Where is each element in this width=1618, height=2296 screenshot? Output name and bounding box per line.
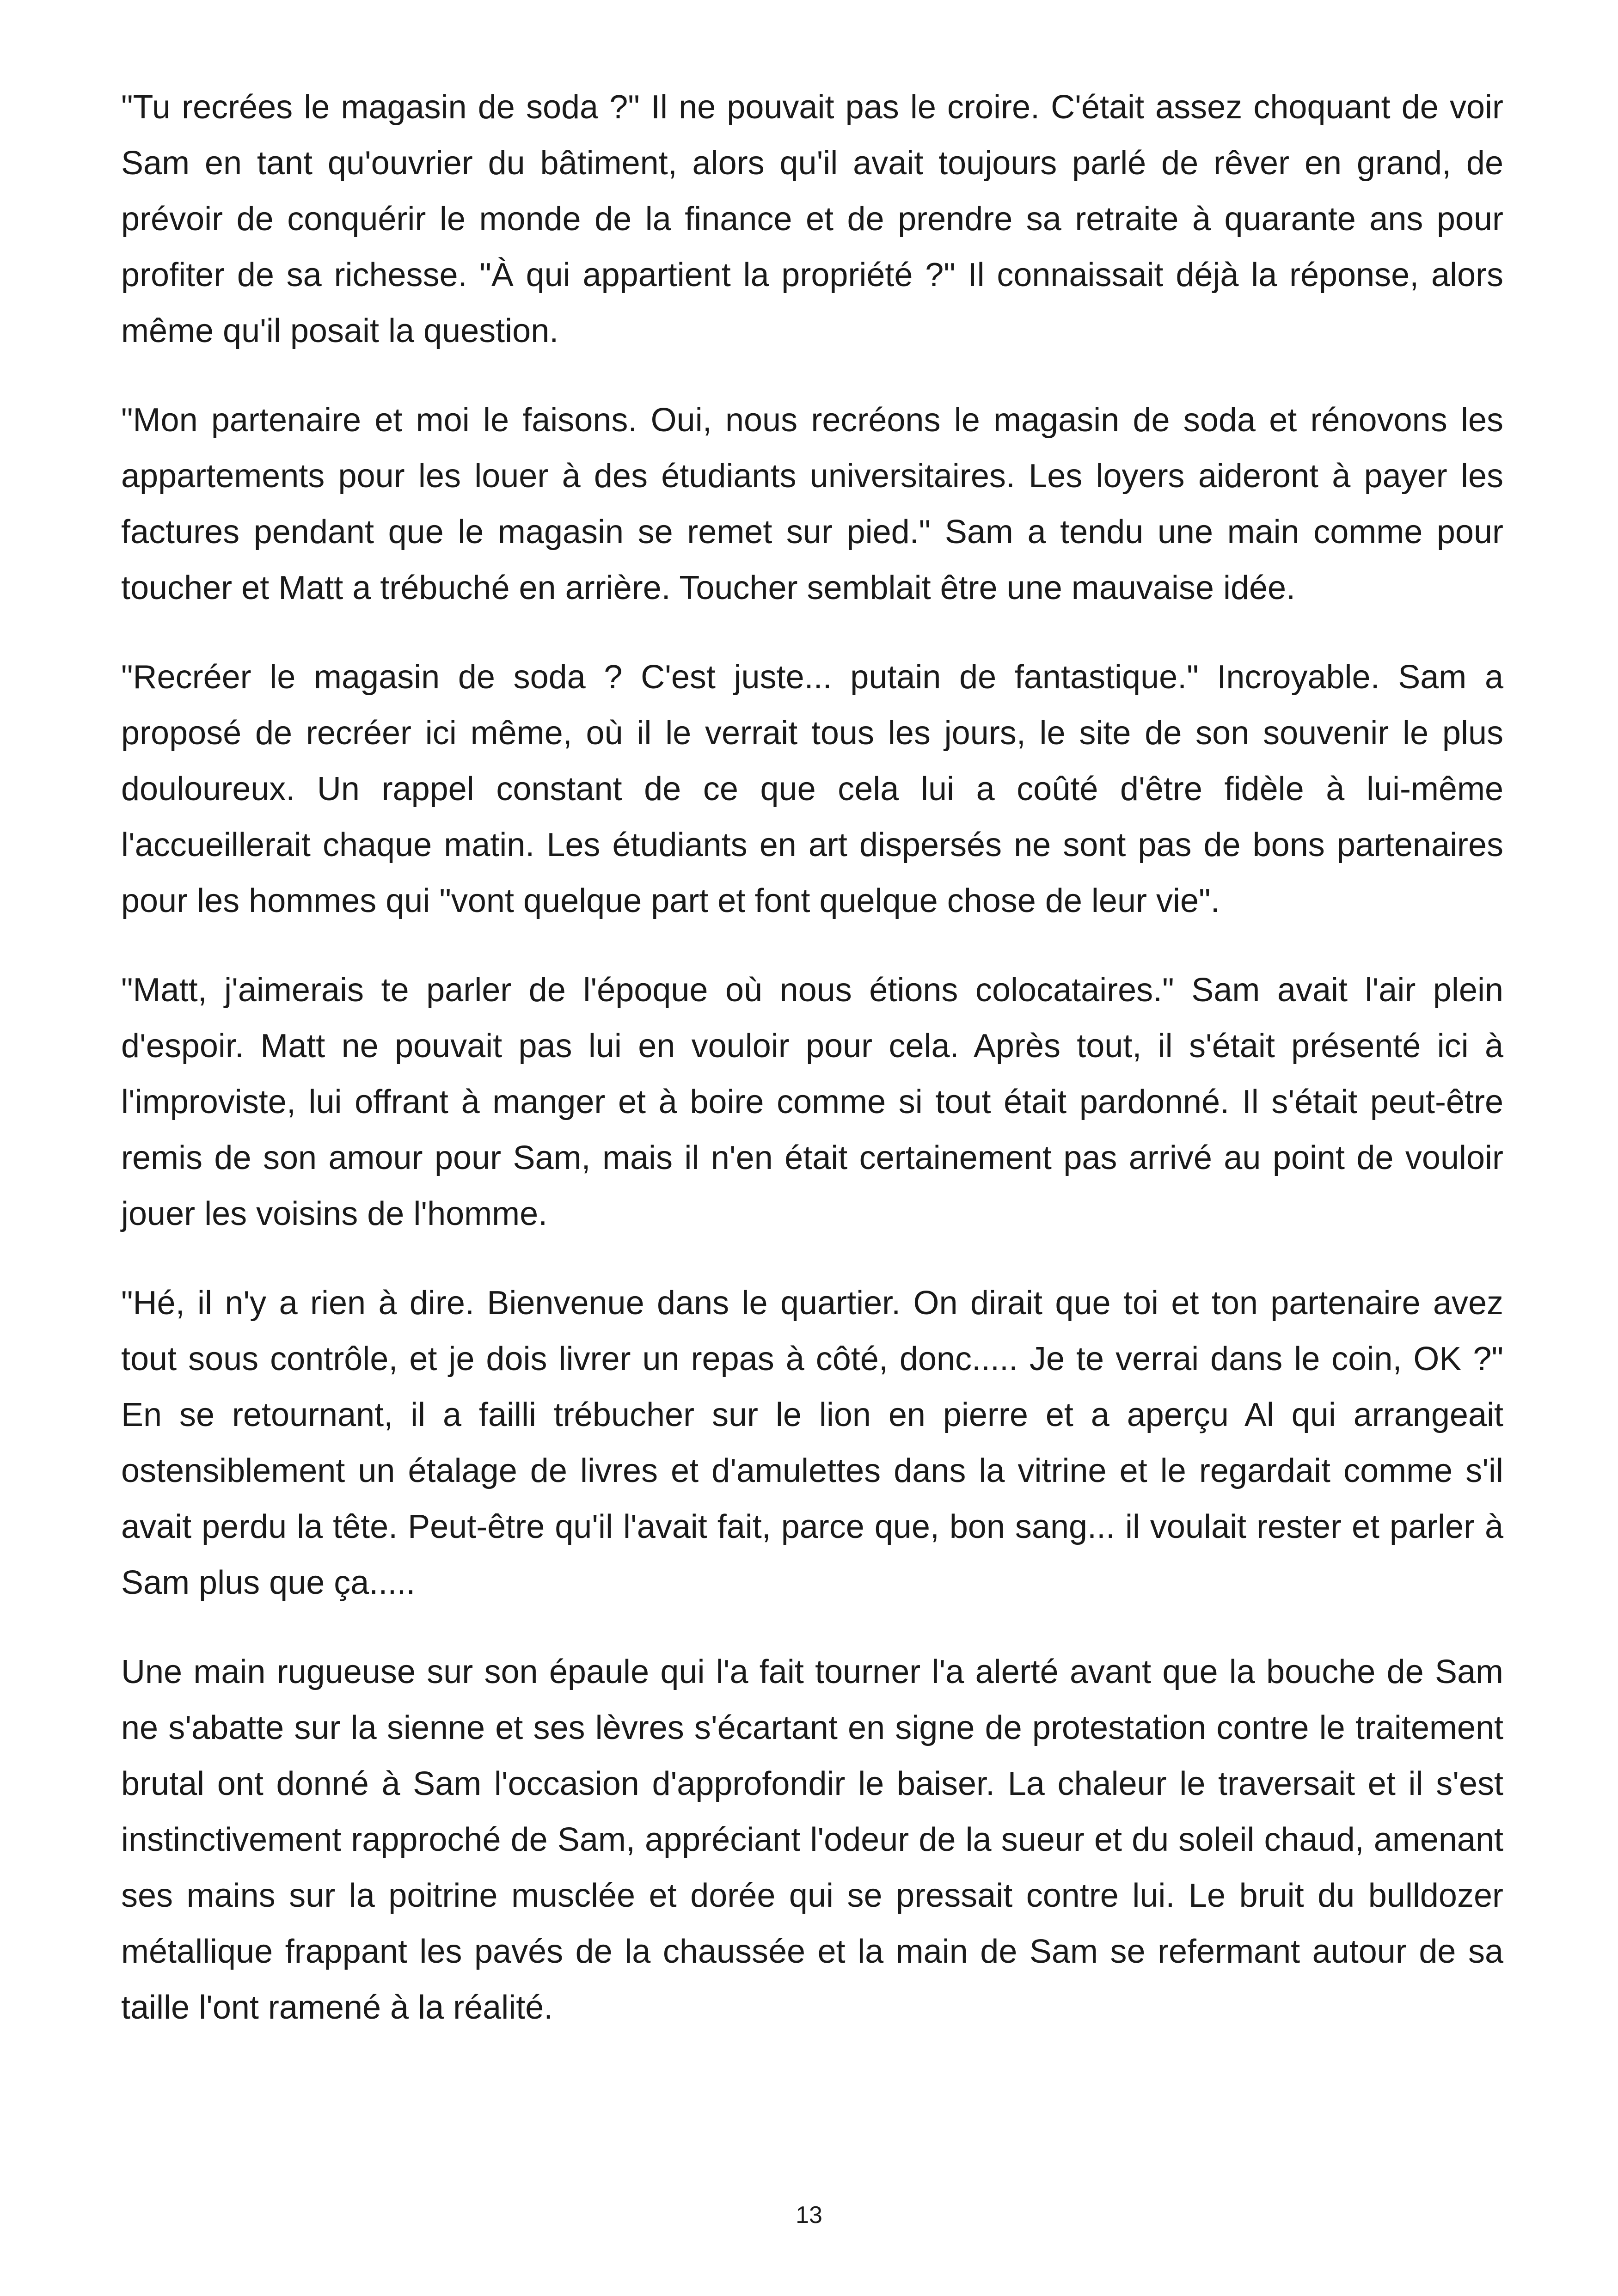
page-number: 13 (796, 2202, 822, 2229)
paragraph: "Hé, il n'y a rien à dire. Bienvenue dans le quartier. On dirait que toi et ton partenaire avez tout sous contrôle, et je dois livrer un repas à côté, donc..... Je te verrai dans le coin, OK ?" En se retournant, il a failli trébucher sur le lion en pierre et a aperçu Al qui arrangeait ostensiblement un étalage de livres et d'amulettes dans la vitrine et le regardait comme s'il avait perdu la tête. Peut-être qu'il l'avait fait, parce que, bon sang... il voulait rester et parler à Sam plus que ça..... (121, 1285, 1503, 1601)
document-body (121, 80, 1503, 2036)
paragraph: "Mon partenaire et moi le faisons. Oui, nous recréons le magasin de soda et rénovons les appartements pour les louer à des étudiants universitaires. Les loyers aideront à payer les factures pendant que le magasin se remet sur pied." Sam a tendu une main comme pour toucher et Matt a trébuché en arrière. Toucher semblait être une mauvaise idée. (121, 402, 1503, 606)
paragraph: "Recréer le magasin de soda ? C'est juste... putain de fantastique." Incroyable. Sam a proposé de recréer ici même, où il le verrait tous les jours, le site de son souvenir le plus douloureux. Un rappel constant de ce que cela lui a coûté d'être fidèle à lui-même l'accueillerait chaque matin. Les étudiants en art dispersés ne sont pas de bons partenaires pour les hommes qui "vont quelque part et font quelque chose de leur vie". (121, 659, 1503, 919)
paragraph: "Tu recrées le magasin de soda ?" Il ne pouvait pas le croire. C'était assez choquant de voir Sam en tant qu'ouvrier du bâtiment, alors qu'il avait toujours parlé de rêver en grand, de prévoir de conquérir le monde de la finance et de prendre sa retraite à quarante ans pour profiter de sa richesse. "À qui appartient la propriété ?" Il connaissait déjà la réponse, alors même qu'il posait la question. (121, 89, 1503, 349)
paragraph: Une main rugueuse sur son épaule qui l'a fait tourner l'a alerté avant que la bouche de Sam ne s'abatte sur la sienne et ses lèvres s'écartant en signe de protestation contre le traitement brutal ont donné à Sam l'occasion d'approfondir le baiser. La chaleur le traversait et il s'est instinctivement rapproché de Sam, appréciant l'odeur de la sueur et du soleil chaud, amenant ses mains sur la poitrine musclée et dorée qui se pressait contre lui. Le bruit du bulldozer métallique frappant les pavés de la chaussée et la main de Sam se refermant autour de sa taille l'ont ramené à la réalité. (121, 1653, 1503, 2026)
paragraph: "Matt, j'aimerais te parler de l'époque où nous étions colocataires." Sam avait l'air plein d'espoir. Matt ne pouvait pas lui en vouloir pour cela. Après tout, il s'était présenté ici à l'improviste, lui offrant à manger et à boire comme si tout était pardonné. Il s'était peut-être remis de son amour pour Sam, mais il n'en était certainement pas arrivé au point de vouloir jouer les voisins de l'homme. (121, 972, 1503, 1232)
